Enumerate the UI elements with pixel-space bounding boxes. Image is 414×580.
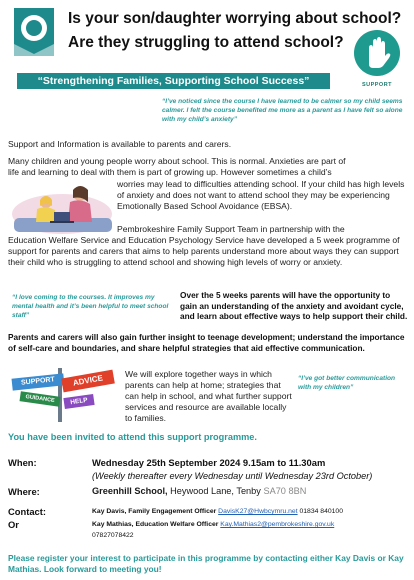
insight-info: Parents and carers will also gain further insight to teenage development; understand the importance of self-care and boundaries, and share helpful strategies that aid effective communication. bbox=[8, 332, 405, 353]
contact2-email-link[interactable]: Kay.Mathias2@pembrokeshire.gov.uk bbox=[220, 521, 335, 528]
explore-text: We will explore together ways in which parents can help at home; strategies that can help in school, and what further support services and resource are available locally to families. bbox=[125, 369, 292, 423]
register-interest-text: Please register your interest to participate in this programme by contacting either Kay Davis or Kay Mathias. Look forward to meeting you! bbox=[8, 553, 404, 574]
sign-help: HELP bbox=[63, 394, 94, 409]
headline-line1: Is your son/daughter worrying about school? bbox=[68, 10, 402, 27]
para2-rest: Education Welfare Service and Education Psychology Service have developed a 5 week programme of support for parents and carers that aims to help parents understand more about ways they can support their child who is struggling to attend school and showing high levels of worry or anxiety. bbox=[8, 235, 400, 267]
contact-label: Contact: bbox=[8, 506, 47, 517]
or-label: Or bbox=[8, 519, 19, 530]
support-logo bbox=[352, 28, 402, 92]
contact1 bbox=[92, 508, 343, 515]
support-logo-text: SUPPORT bbox=[361, 82, 393, 88]
para1-line2: life and learning to deal with them is part of growing up. However sometimes a child’s bbox=[8, 167, 332, 177]
contact2 bbox=[92, 521, 334, 528]
contact1-phone: 01834 840100 bbox=[299, 508, 343, 515]
signpost-illustration bbox=[8, 368, 118, 422]
contact2-phone: 07827078422 bbox=[92, 532, 134, 539]
parent-quote-2: “I love coming to the courses. It improves my mental health and it’s been helpful to meet school staff” bbox=[12, 294, 169, 319]
family-support-logo bbox=[14, 8, 54, 56]
para1-line1: Many children and young people worry about school. This is normal. Anxieties are part of bbox=[8, 156, 346, 166]
where-label: Where: bbox=[8, 486, 40, 497]
sign-guidance: GUIDANCE bbox=[19, 391, 60, 406]
weeks-info: Over the 5 weeks parents will have the opportunity to gain an understanding of the anxiety and avoidant cycle, and learn about effective ways to help support their child. bbox=[180, 290, 408, 321]
where-school: Greenhill School, bbox=[92, 486, 168, 496]
when-value: Wednesday 25th September 2024 9.15am to 11.30am bbox=[92, 457, 326, 468]
tagline-banner: “Strengthening Families, Supporting School Success” bbox=[17, 73, 330, 89]
sign-advice: ADVICE bbox=[61, 370, 115, 393]
parent-quote-1: “I’ve noticed since the course I have learned to be calmer so my child seems calmer. I felt the course benefited me more as a parent as I have felt so alone with my child’s anxiety” bbox=[162, 98, 403, 123]
where-postcode: SA70 8BN bbox=[263, 486, 307, 496]
contact1-email-link[interactable]: DavisK27@Hwbcymru.net bbox=[218, 508, 298, 515]
invite-heading: You have been invited to attend this support programme. bbox=[8, 432, 257, 442]
para2-wrap: Pembrokeshire Family Support Team in partnership with the bbox=[117, 224, 345, 234]
family-illustration bbox=[10, 180, 116, 236]
parent-quote-3: “I’ve got better communication with my children” bbox=[298, 375, 396, 391]
headline-line2: Are they struggling to attend school? bbox=[68, 34, 344, 51]
sign-support: SUPPORT bbox=[12, 373, 65, 390]
para1-wrap: worries may lead to difficulties attending school. If your child has high levels of anxiety and does not want to attend school they may be experiencing Emotionally Based School Avoidance (EBSA). bbox=[117, 179, 405, 211]
contact2-name: Kay Mathias, Education Welfare Officer bbox=[92, 521, 219, 528]
when-note: (Weekly thereafter every Wednesday until Wednesday 23rd October) bbox=[92, 471, 373, 481]
contact1-name: Kay Davis, Family Engagement Officer bbox=[92, 508, 217, 515]
when-label: When: bbox=[8, 457, 37, 468]
where-address: Heywood Lane, Tenby bbox=[170, 486, 261, 496]
intro-text: Support and Information is available to parents and carers. bbox=[8, 139, 232, 149]
hand-icon bbox=[352, 28, 402, 80]
where-value bbox=[92, 486, 306, 496]
